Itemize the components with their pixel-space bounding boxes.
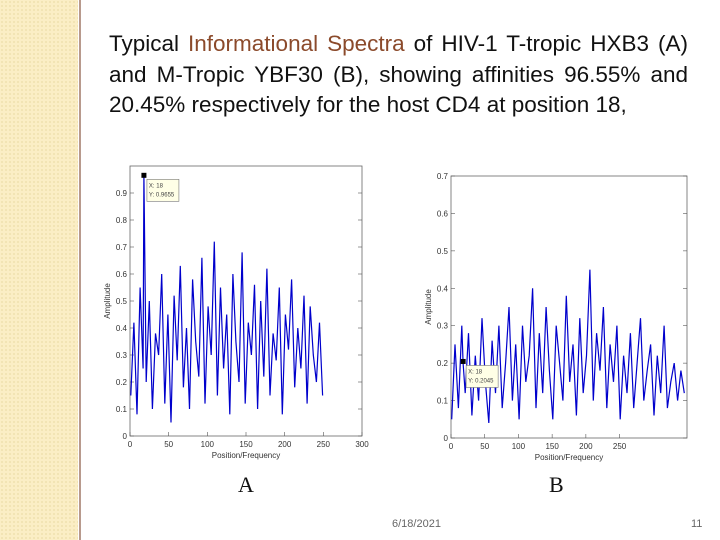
y-tick-label: 0.1 [115, 405, 127, 414]
y-tick-label: 0.6 [436, 209, 448, 219]
y-tick-label: 0.2 [115, 378, 127, 387]
x-tick-label: 200 [277, 440, 292, 449]
y-axis-label: Amplitude [424, 289, 433, 325]
spectrum-chart-a [100, 162, 380, 472]
y-tick-label: 0.9 [115, 189, 127, 198]
datatip-x: X: 18 [148, 183, 163, 190]
x-tick-label: 0 [448, 442, 454, 451]
x-tick-label: 150 [239, 440, 253, 449]
y-tick-label: 0.8 [115, 216, 127, 225]
y-tick-label: 0.3 [436, 321, 448, 331]
y-tick-label: 0.1 [436, 396, 448, 406]
x-tick-label: 0 [127, 440, 133, 449]
x-tick-label: 150 [545, 442, 559, 451]
y-tick-label: 0.5 [436, 246, 448, 256]
x-tick-label: 50 [480, 442, 490, 451]
x-tick-label: 100 [511, 442, 526, 451]
x-tick-label: 300 [355, 440, 369, 449]
y-tick-label: 0 [122, 432, 127, 441]
x-tick-label: 250 [612, 442, 627, 451]
y-tick-label: 0.2 [436, 359, 448, 369]
datatip-y: Y: 0.9655 [148, 192, 175, 199]
title-highlight: Informational Spectra [188, 31, 405, 56]
slide-date: 6/18/2021 [392, 518, 441, 530]
y-tick-label: 0.7 [115, 243, 127, 252]
panel-label-b: B [549, 472, 564, 497]
panel-label-a: A [238, 472, 254, 497]
y-tick-label: 0.5 [115, 297, 127, 306]
x-tick-label: 250 [316, 440, 331, 449]
y-tick-label: 0.7 [436, 172, 448, 181]
x-axis-label: Position/Frequency [211, 451, 281, 460]
slide-title [109, 29, 688, 121]
spectrum-chart-b [415, 162, 700, 472]
y-tick-label: 0 [443, 434, 448, 443]
datatip-y: Y: 0.2045 [468, 378, 494, 385]
y-axis-label: Amplitude [103, 283, 112, 319]
decorative-side-bar [0, 0, 78, 540]
decorative-divider [79, 0, 81, 540]
y-tick-label: 0.4 [436, 284, 448, 294]
x-tick-label: 100 [200, 440, 215, 449]
datatip-x: X: 18 [468, 369, 483, 376]
y-tick-label: 0.3 [115, 351, 127, 360]
slide-page-number: 11 [691, 518, 703, 530]
datatip-marker [461, 359, 466, 364]
datatip-marker [141, 173, 146, 178]
y-tick-label: 0.6 [115, 270, 127, 279]
title-text-start: Typical [109, 31, 189, 56]
x-axis-label: Position/Frequency [534, 453, 604, 462]
x-tick-label: 50 [164, 440, 174, 449]
y-tick-label: 0.4 [115, 324, 127, 333]
title-text-end: of HIV-1 T-tropic HXB3 (A) and M-Tropic YBF30 (B), showing affinities 96.55% and 20.45% respectively for the host CD4 at position 18, [109, 31, 689, 117]
x-tick-label: 200 [579, 442, 593, 451]
